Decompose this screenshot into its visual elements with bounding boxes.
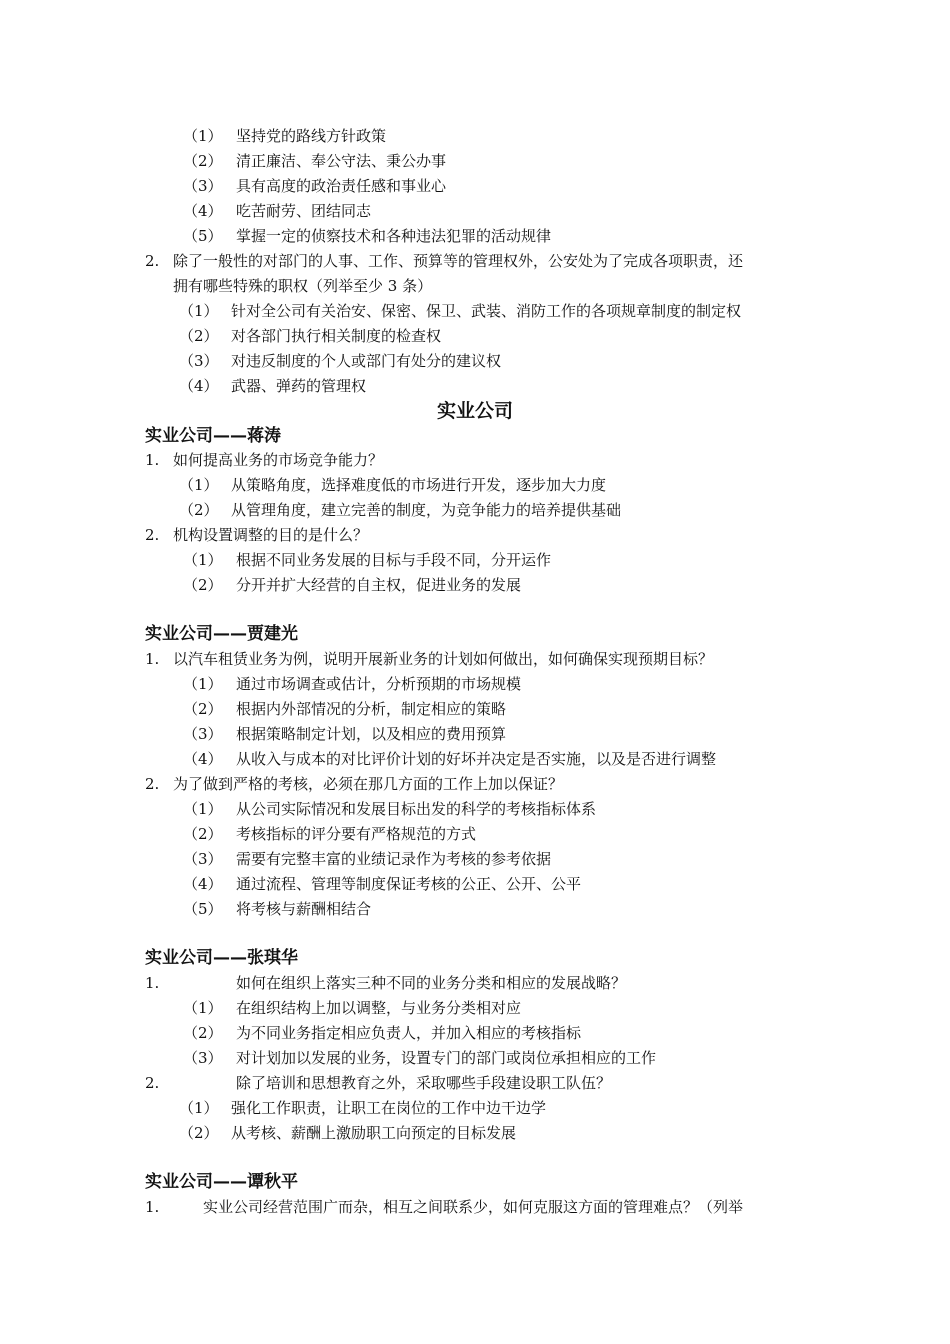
section-heading: 实业公司——蒋涛 xyxy=(145,426,281,446)
section-heading: 实业公司——张琪华 xyxy=(145,948,298,968)
section-heading: 实业公司——贾建光 xyxy=(145,624,298,644)
section-heading: 实业公司——谭秋平 xyxy=(145,1172,298,1192)
section-title: 实业公司 xyxy=(436,400,513,422)
